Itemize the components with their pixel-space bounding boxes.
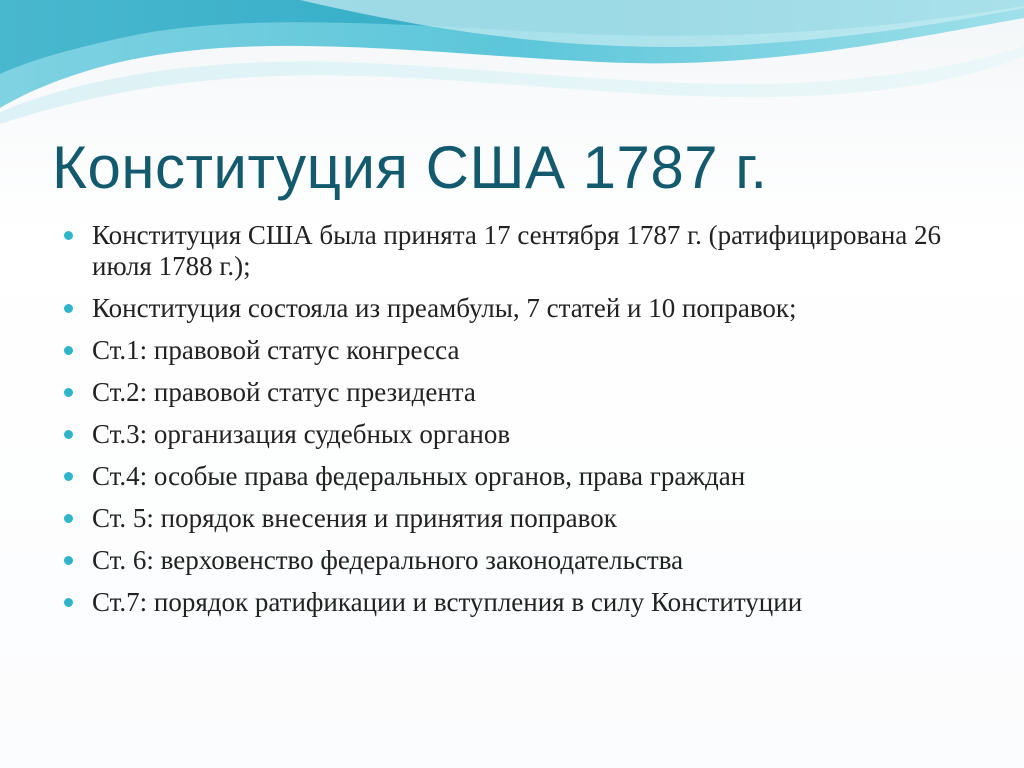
- list-item: [62, 377, 982, 408]
- round-bullet-icon: [64, 556, 73, 565]
- list-item: [62, 419, 982, 450]
- round-bullet-icon: [64, 346, 73, 355]
- list-item-text: Ст. 5: порядок внесения и принятия поправок: [92, 503, 617, 533]
- list-item-text: Ст.2: правовой статус президента: [92, 377, 476, 407]
- round-bullet-icon: [64, 472, 73, 481]
- list-item-text: Конституция состояла из преамбулы, 7 статей и 10 поправок;: [92, 293, 797, 323]
- list-item: [62, 503, 982, 534]
- bullet-list: [62, 220, 982, 629]
- round-bullet-icon: [64, 304, 73, 313]
- list-item-text: Ст.7: порядок ратификации и вступления в силу Конституции: [92, 587, 803, 617]
- round-bullet-icon: [64, 388, 73, 397]
- round-bullet-icon: [64, 514, 73, 523]
- round-bullet-icon: [64, 430, 73, 439]
- list-item-text: Ст. 6: верховенство федерального законодательства: [92, 545, 684, 575]
- list-item-text: Ст.1: правовой статус конгресса: [92, 335, 460, 365]
- list-item: [62, 335, 982, 366]
- list-item: [62, 545, 982, 576]
- list-item: [62, 220, 982, 282]
- list-item: [62, 587, 982, 618]
- slide-title: Конституция США 1787 г.: [52, 134, 768, 201]
- list-item: [62, 293, 982, 324]
- list-item-text: Конституция США была принята 17 сентября 1787 г. (ратифицирована 26 июля 1788 г.);: [92, 220, 942, 281]
- list-item-text: Ст.3: организация судебных органов: [92, 419, 511, 449]
- round-bullet-icon: [64, 598, 73, 607]
- list-item: [62, 461, 982, 492]
- wave-decoration: [0, 0, 1024, 130]
- list-item-text: Ст.4: особые права федеральных органов, права граждан: [92, 461, 746, 491]
- round-bullet-icon: [64, 231, 73, 240]
